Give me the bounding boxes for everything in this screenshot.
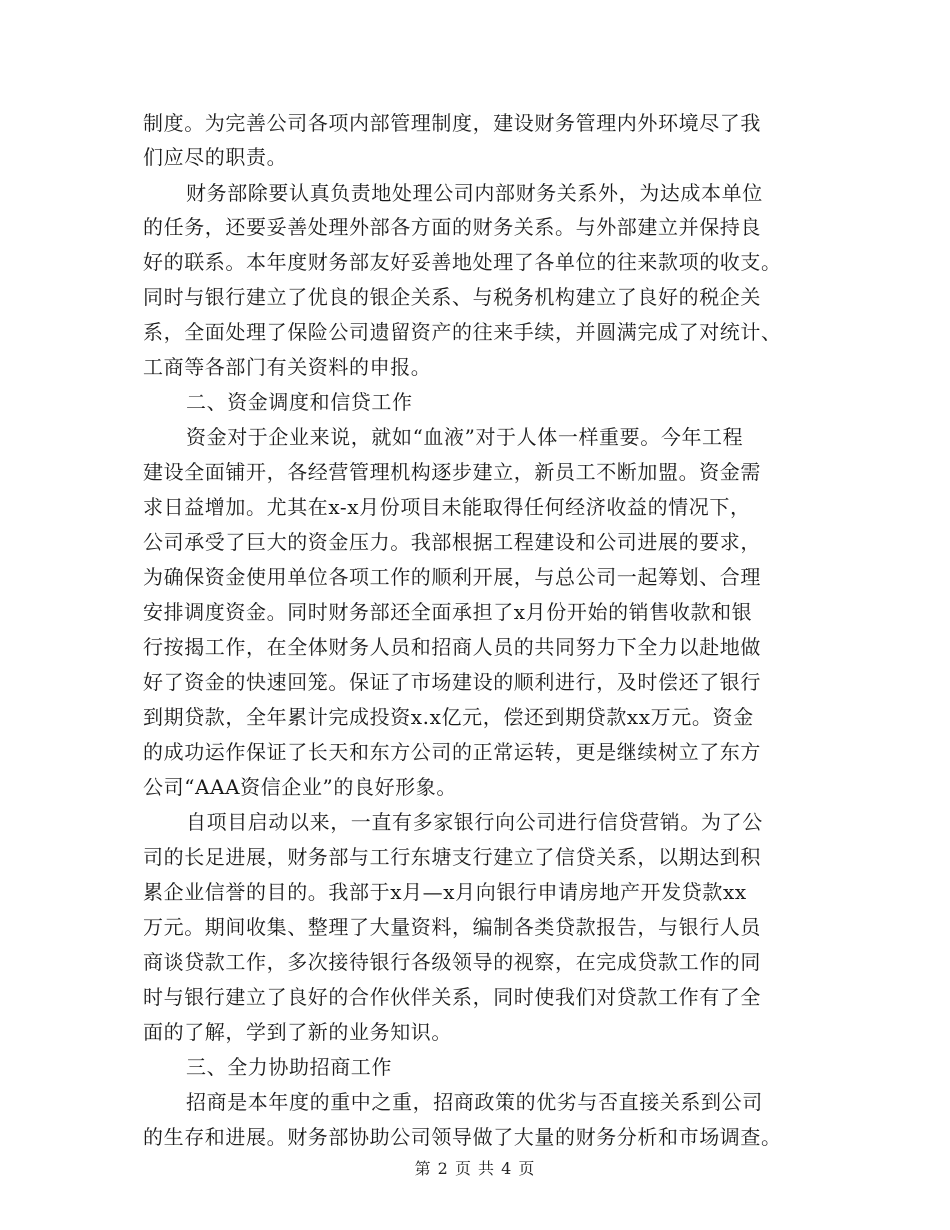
text-line: 累企业信誉的目的。我部于x月—x月向银行申请房地产开发贷款xx	[143, 880, 747, 904]
text-line: 工商等各部门有关资料的申报。	[143, 355, 432, 379]
text-line: 万元。期间收集、整理了大量资料，编制各类贷款报告，与银行人员	[143, 915, 761, 939]
text-line: 到期贷款，全年累计完成投资x.x亿元，偿还到期贷款xx万元。资金	[143, 705, 754, 729]
text-line: 的生存和进展。财务部协助公司领导做了大量的财务分析和市场调查。	[143, 1125, 782, 1149]
section-heading: 三、全力协助招商工作	[186, 1055, 392, 1079]
text-line: 的任务，还要妥善处理外部各方面的财务关系。与外部建立并保持良	[143, 215, 761, 239]
text-line: 公司“AAA资信企业”的良好形象。	[143, 775, 457, 799]
text-line: 时与银行建立了良好的合作伙伴关系，同时使我们对贷款工作有了全	[143, 985, 761, 1009]
section-heading: 二、资金调度和信贷工作	[186, 390, 413, 414]
text-line: 建设全面铺开，各经营管理机构逐步建立，新员工不断加盟。资金需	[143, 460, 761, 484]
text-line: 制度。为完善公司各项内部管理制度，建设财务管理内外环境尽了我	[143, 111, 761, 135]
text-line: 好的联系。本年度财务部友好妥善地处理了各单位的往来款项的收支。	[143, 250, 782, 274]
text-line: 面的了解，学到了新的业务知识。	[143, 1020, 452, 1044]
text-line: 司的长足进展，财务部与工行东塘支行建立了信贷关系，以期达到积	[143, 845, 761, 869]
text-line: 的成功运作保证了长天和东方公司的正常运转，更是继续树立了东方	[143, 740, 761, 764]
text-line: 行按揭工作，在全体财务人员和招商人员的共同努力下全力以赴地做	[143, 635, 761, 659]
text-line: 们应尽的职责。	[143, 145, 288, 169]
paragraph-first-line: 招商是本年度的重中之重，招商政策的优劣与否直接关系到公司	[186, 1090, 763, 1114]
text-line: 求日益增加。尤其在x-x月份项目未能取得任何经济收益的情况下，	[143, 495, 751, 519]
paragraph-first-line: 资金对于企业来说，就如“血液”对于人体一样重要。今年工程	[186, 425, 744, 449]
text-line: 同时与银行建立了优良的银企关系、与税务机构建立了良好的税企关	[143, 285, 761, 309]
text-line: 好了资金的快速回笼。保证了市场建设的顺利进行，及时偿还了银行	[143, 670, 761, 694]
text-line: 系，全面处理了保险公司遗留资产的往来手续，并圆满完成了对统计、	[143, 320, 782, 344]
paragraph-first-line: 财务部除要认真负责地处理公司内部财务关系外，为达成本单位	[186, 181, 763, 205]
text-line: 安排调度资金。同时财务部还全面承担了x月份开始的销售收款和银	[143, 600, 753, 624]
paragraph-first-line: 自项目启动以来，一直有多家银行向公司进行信贷营销。为了公	[186, 810, 763, 834]
text-line: 为确保资金使用单位各项工作的顺利开展，与总公司一起筹划、合理	[143, 565, 761, 589]
text-line: 公司承受了巨大的资金压力。我部根据工程建设和公司进展的要求，	[143, 530, 761, 554]
page-number-footer: 第 2 页 共 4 页	[414, 1159, 536, 1178]
text-line: 商谈贷款工作，多次接待银行各级领导的视察，在完成贷款工作的同	[143, 950, 761, 974]
